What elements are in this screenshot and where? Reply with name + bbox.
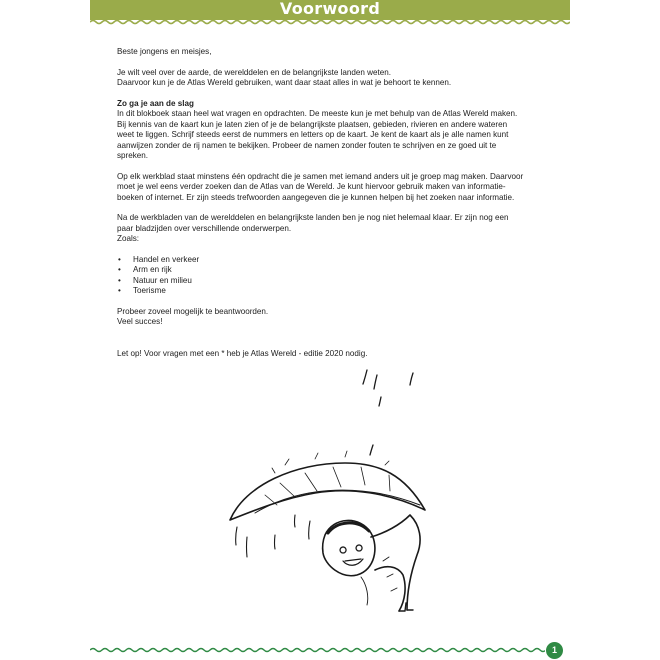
intro-paragraph: Je wilt veel over de aarde, de werelddelen en de belangrijkste landen weten. Daarvoor kun je de Atlas Wereld gebruiken, want daar staat alles in wat je behoort te kennen. bbox=[117, 67, 452, 88]
raindrop-icon bbox=[363, 370, 413, 455]
leaf-icon bbox=[230, 463, 425, 520]
header-banner bbox=[90, 0, 570, 20]
foreword-text bbox=[117, 47, 547, 369]
list-item: • Arm en rijk bbox=[117, 265, 547, 275]
list-item: • Handel en verkeer bbox=[117, 255, 547, 265]
list-item: • Natuur en milieu bbox=[117, 276, 547, 286]
edition-note: Let op! Voor vragen met een * heb je Atlas Wereld - editie 2020 nodig. bbox=[117, 348, 368, 358]
list-item: • Toerisme bbox=[117, 286, 547, 296]
extra-topics-paragraph: Na de werkbladen van de werelddelen en belangrijkste landen ben je nog niet helemaal klaar. Er zijn nog een paar bladzijden over verschillende onderwerpen. Zoals: bbox=[117, 213, 509, 244]
closing-paragraph: Probeer zoveel mogelijk te beantwoorden. Veel succes! bbox=[117, 307, 269, 327]
group-work-paragraph: Op elk werkblad staat minstens één opdracht die je samen met iemand anders uit je groep mag maken. Daarvoor moet je wel eens verder zoeken dan de Atlas van de Wereld. Je kunt hiervoor gebruik maken van informatie- boeken of internet. Er zijn steeds trefwoorden aangegeven die je kunnen helpen bij het zoeken naar informatie. bbox=[117, 171, 524, 202]
section-heading: Zo ga je aan de slag bbox=[117, 99, 194, 108]
page-number-badge: 1 bbox=[546, 642, 563, 659]
instructions-paragraph: Zo ga je aan de slag In dit blokboek staan heel wat vragen en opdrachten. De meeste kun je met behulp van de Atlas Wereld maken. Bij kennis van de kaart kun je laten zien of je de belangrijkste plaatsen, gebieden, rivieren en andere wateren weet te liggen. Schrijf steeds eerst de nummers en letters op de kaart. Je kent de kaart als je alle namen kunt aanwijzen zonder de rij namen te bekijken. Probeer de namen zonder fouten te schrijven en ze goed uit te spreken. bbox=[117, 99, 518, 161]
wave-divider-bottom bbox=[90, 646, 545, 654]
page-title: Voorwoord bbox=[279, 0, 381, 18]
topics-list bbox=[117, 255, 547, 297]
wave-divider-top bbox=[90, 18, 570, 26]
greeting: Beste jongens en meisjes, bbox=[117, 47, 212, 56]
boy-under-leaf-in-rain-drawing bbox=[185, 365, 455, 635]
